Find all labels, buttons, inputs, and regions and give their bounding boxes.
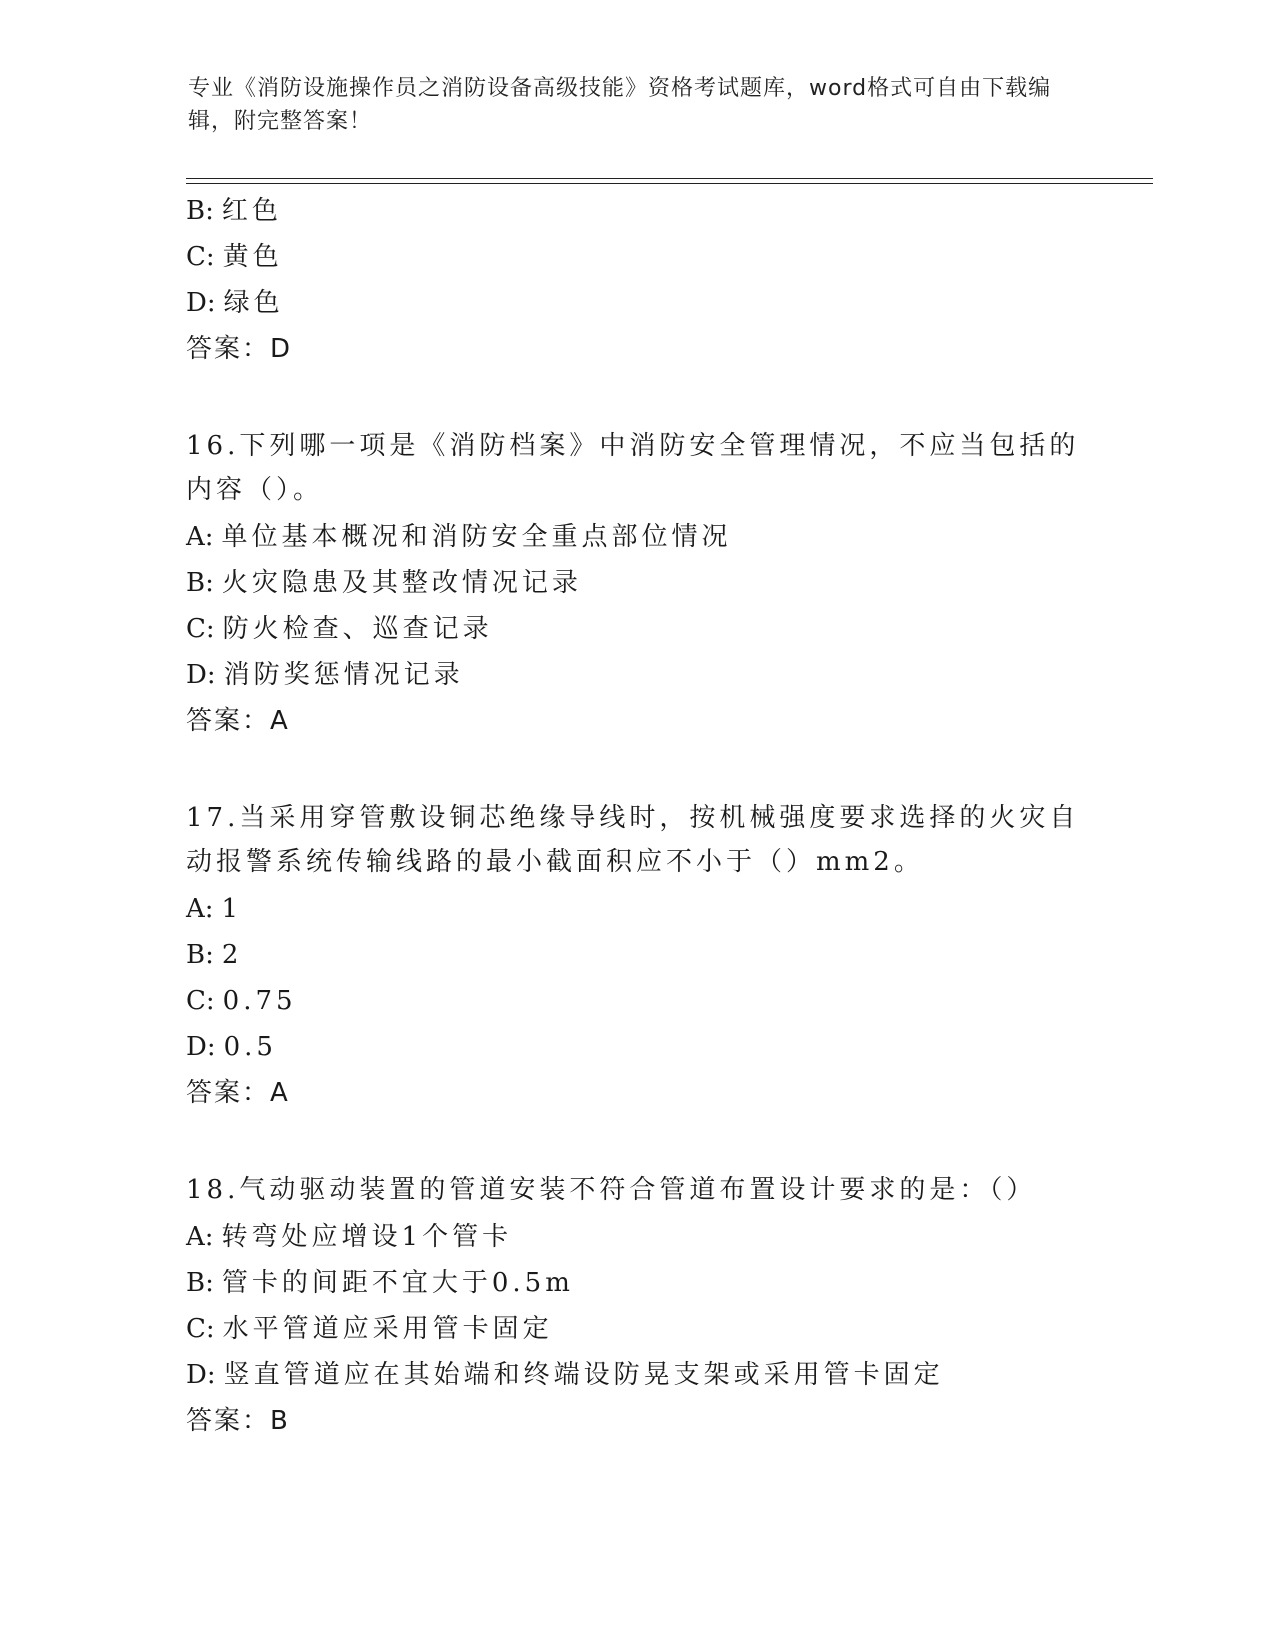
- option-text: 0.75: [222, 986, 297, 1016]
- option-row: D: 竖直管道应在其始端和终端设防晃支架或采用管卡固定: [186, 1360, 944, 1390]
- option-row: B: 2: [186, 940, 243, 970]
- question-stem: 17.当采用穿管敷设铜芯绝缘导线时，按机械强度要求选择的火灾自动报警系统传输线路的最小截面积应不小于（）mm2。: [186, 803, 1080, 877]
- page-header: 专业《消防设施操作员之消防设备高级技能》资格考试题库，word格式可自由下载编辑，附完整答案！: [188, 76, 1052, 134]
- option-text: 2: [221, 940, 243, 970]
- question-18: [186, 1168, 1086, 1444]
- option-row: C: 0.75: [186, 986, 297, 1016]
- option-row: B: 火灾隐患及其整改情况记录: [186, 568, 582, 598]
- option-row: D: 绿色: [186, 288, 284, 318]
- option-text: 绿色: [223, 288, 284, 318]
- option-row: D: 0.5: [186, 1032, 277, 1062]
- option-text: 竖直管道应在其始端和终端设防晃支架或采用管卡固定: [223, 1360, 944, 1390]
- option-row: B: 红色: [186, 196, 282, 226]
- question-stem: 16.下列哪一项是《消防档案》中消防安全管理情况，不应当包括的内容（）。: [186, 431, 1080, 505]
- option-text: 火灾隐患及其整改情况记录: [221, 568, 582, 598]
- option-text: 管卡的间距不宜大于0.5m: [221, 1268, 574, 1298]
- option-text: 消防奖惩情况记录: [223, 660, 464, 690]
- answer-line: 答案：A: [186, 706, 290, 736]
- header-divider-bottom: [186, 183, 1153, 184]
- question-partial: [186, 188, 1086, 372]
- option-text: 黄色: [222, 242, 283, 272]
- option-text: 红色: [221, 196, 282, 226]
- option-text: 单位基本概况和消防安全重点部位情况: [221, 522, 732, 552]
- option-row: A: 单位基本概况和消防安全重点部位情况: [186, 522, 732, 552]
- question-stem: 18.气动驱动装置的管道安装不符合管道布置设计要求的是：（）: [186, 1175, 1037, 1205]
- option-row: D: 消防奖惩情况记录: [186, 660, 464, 690]
- option-text: 转弯处应增设1个管卡: [221, 1222, 513, 1252]
- question-16: [186, 424, 1086, 744]
- answer-line: 答案：A: [186, 1078, 290, 1108]
- option-row: A: 1: [186, 894, 243, 924]
- option-text: 0.5: [223, 1032, 277, 1062]
- header-divider-top: [186, 178, 1153, 179]
- question-list: [186, 188, 1086, 1496]
- option-row: A: 转弯处应增设1个管卡: [186, 1222, 513, 1252]
- option-text: 水平管道应采用管卡固定: [222, 1314, 553, 1344]
- answer-line: 答案：D: [186, 334, 293, 364]
- option-text: 1: [221, 894, 243, 924]
- option-row: C: 防火检查、巡查记录: [186, 614, 493, 644]
- option-row: C: 水平管道应采用管卡固定: [186, 1314, 553, 1344]
- question-17: [186, 796, 1086, 1116]
- option-row: B: 管卡的间距不宜大于0.5m: [186, 1268, 574, 1298]
- answer-line: 答案：B: [186, 1406, 290, 1436]
- option-row: C: 黄色: [186, 242, 283, 272]
- option-text: 防火检查、巡查记录: [222, 614, 493, 644]
